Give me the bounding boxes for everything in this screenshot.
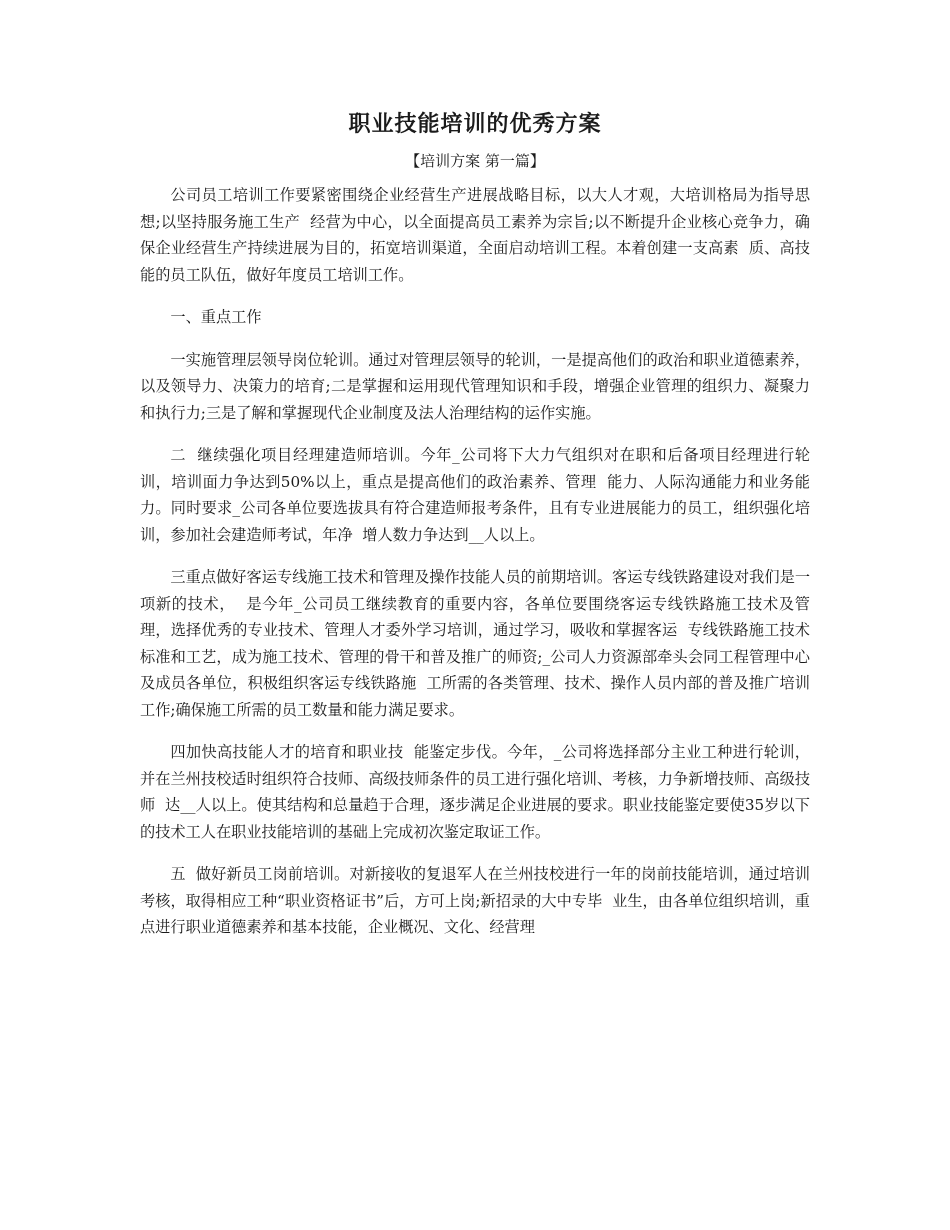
intro-paragraph: 公司员工培训工作要紧密围绕企业经营生产进展战略目标，以大人才观，大培训格局为指导思想;以坚持服务施工生产 经营为中心，以全面提高员工素养为宗旨;以不断提升企业核心竞争力，确保企业经营生产持续进展为目的，拓宽培训渠道，全面启动培训工程。本着创建一支高素 质、高技能的员工队伍，做好年度员工培训工作。 xyxy=(140,186,810,284)
document-title: 职业技能培训的优秀方案 xyxy=(348,112,602,137)
paragraph-item-4: 四加快高技能人才的培育和职业技 能鉴定步伐。今年，_公司将选择部分主业工种进行轮训，并在兰州技校适时组织符合技师、高级技师条件的员工进行强化培训、考核，力争新增技师、高级技师 达__人以上。使其结构和总量趋于合理，逐步满足企业进展的要求。职业技能鉴定要使35岁以下的技术工人在职业技能培训的基础上完成初次鉴定取证工作。 xyxy=(140,743,810,841)
paragraph-item-3: 三重点做好客运专线施工技术和管理及操作技能人员的前期培训。客运专线铁路建设对我们是一项新的技术， 是今年_公司员工继续教育的重要内容，各单位要围绕客运专线铁路施工技术及管理，选择优秀的专业技术、管理人才委外学习培训，通过学习，吸收和掌握客运 专线铁路施工技术标准和工艺，成为施工技术、管理的骨干和普及推广的师资;_公司人力资源部牵头会同工程管理中心及成员各单位，积极组织客运专线铁路施 工所需的各类管理、技术、操作人员内部的普及推广培训工作;确保施工所需的员工数量和能力满足要求。 xyxy=(140,568,810,719)
paragraph-item-1: 一实施管理层领导岗位轮训。通过对管理层领导的轮训，一是提高他们的政治和职业道德素养，以及领导力、决策力的培育;二是掌握和运用现代管理知识和手段，增强企业管理的组织力、凝聚力和执行力;三是了解和掌握现代企业制度及法人治理结构的运作实施。 xyxy=(140,350,810,422)
paragraph-item-2: 二 继续强化项目经理建造师培训。今年_公司将下大力气组织对在职和后备项目经理进行轮训，培训面力争达到50%以上，重点是提高他们的政治素养、管理 能力、人际沟通能力和业务能力。同时要求_公司各单位要选拔具有符合建造师报考条件，且有专业进展能力的员工，组织强化培训，参加社会建造师考试，年净 增人数力争达到__人以上。 xyxy=(140,446,810,544)
document-page xyxy=(140,108,810,957)
document-subtitle: 【培训方案 第一篇】 xyxy=(405,152,545,170)
section-heading: 一、重点工作 xyxy=(170,308,262,326)
paragraph-item-5: 五 做好新员工岗前培训。对新接收的复退军人在兰州技校进行一年的岗前技能培训，通过培训考核，取得相应工种“职业资格证书”后，方可上岗;新招录的大中专毕 业生，由各单位组织培训，重点进行职业道德素养和基本技能，企业概况、文化、经营理 xyxy=(140,865,810,936)
